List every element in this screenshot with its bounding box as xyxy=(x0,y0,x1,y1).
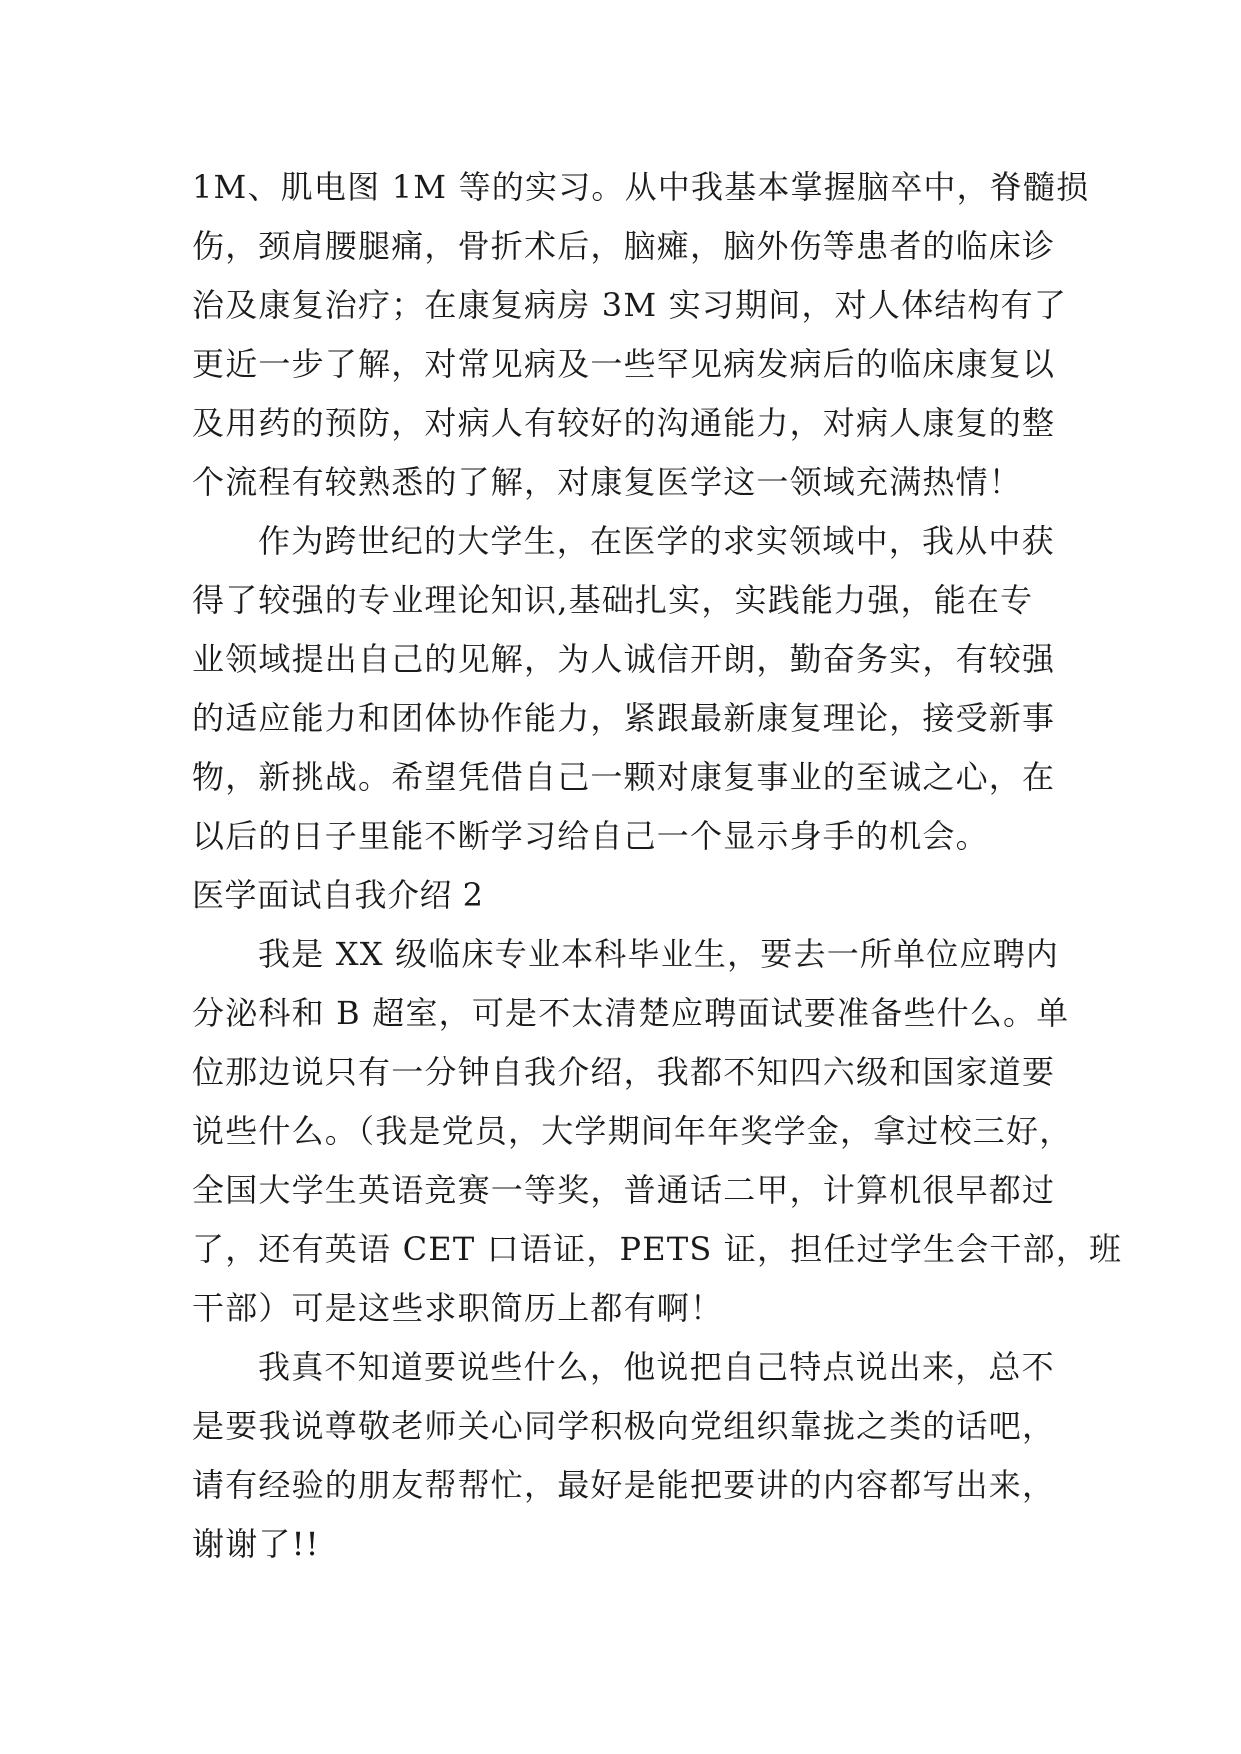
text-line: 是要我说尊敬老师关心同学积极向党组织靠拢之类的话吧， xyxy=(192,1407,1056,1445)
section-heading: 医学面试自我介绍 2 xyxy=(192,876,484,914)
paragraph-question xyxy=(192,925,1123,1338)
paragraph-request xyxy=(192,1338,1062,1574)
paragraph-continued xyxy=(192,158,1090,512)
text-line: 伤，颈肩腰腿痛，骨折术后，脑瘫，脑外伤等患者的临床诊 xyxy=(192,227,1056,265)
document-page xyxy=(192,158,1123,1574)
text-line: 得了较强的专业理论知识,基础扎实，实践能力强，能在专 xyxy=(192,581,1034,619)
text-line: 我真不知道要说些什么，他说把自己特点说出来，总不 xyxy=(258,1348,1055,1386)
text-line: 全国大学生英语竞赛一等奖，普通话二甲，计算机很早都过 xyxy=(192,1171,1056,1209)
text-line: 干部）可是这些求职简历上都有啊！ xyxy=(192,1289,724,1327)
text-line: 了，还有英语 CET 口语证，PETS 证，担任过学生会干部，班 xyxy=(192,1230,1123,1268)
text-line: 1M、肌电图 1M 等的实习。从中我基本掌握脑卒中，脊髓损 xyxy=(192,168,1090,206)
text-line: 物，新挑战。希望凭借自己一颗对康复事业的至诚之心，在 xyxy=(192,758,1056,796)
text-line: 说些什么。（我是党员，大学期间年年奖学金，拿过校三好， xyxy=(192,1112,1073,1150)
text-line: 的适应能力和团体协作能力，紧跟最新康复理论，接受新事 xyxy=(192,699,1056,737)
text-line: 更近一步了解，对常见病及一些罕见病发病后的临床康复以 xyxy=(192,345,1056,383)
text-line: 治及康复治疗；在康复病房 3M 实习期间，对人体结构有了 xyxy=(192,286,1068,324)
text-line: 分泌科和 B 超室，可是不太清楚应聘面试要准备些什么。单 xyxy=(192,994,1070,1032)
text-line: 位那边说只有一分钟自我介绍，我都不知四六级和国家道要 xyxy=(192,1053,1056,1091)
text-line: 请有经验的朋友帮帮忙，最好是能把要讲的内容都写出来， xyxy=(192,1466,1056,1504)
text-line: 个流程有较熟悉的了解，对康复医学这一领域充满热情！ xyxy=(192,463,1023,501)
text-line: 以后的日子里能不断学习给自己一个显示身手的机会。 xyxy=(192,817,989,855)
text-line: 业领域提出自己的见解，为人诚信开朗，勤奋务实，有较强 xyxy=(192,640,1056,678)
text-line: 谢谢了!! xyxy=(192,1525,320,1563)
text-line: 及用药的预防，对病人有较好的沟通能力，对病人康复的整 xyxy=(192,404,1056,442)
text-line: 作为跨世纪的大学生，在医学的求实领域中，我从中获 xyxy=(258,522,1055,560)
paragraph-summary xyxy=(192,512,1062,866)
text-line: 我是 XX 级临床专业本科毕业生，要去一所单位应聘内 xyxy=(258,935,1060,973)
